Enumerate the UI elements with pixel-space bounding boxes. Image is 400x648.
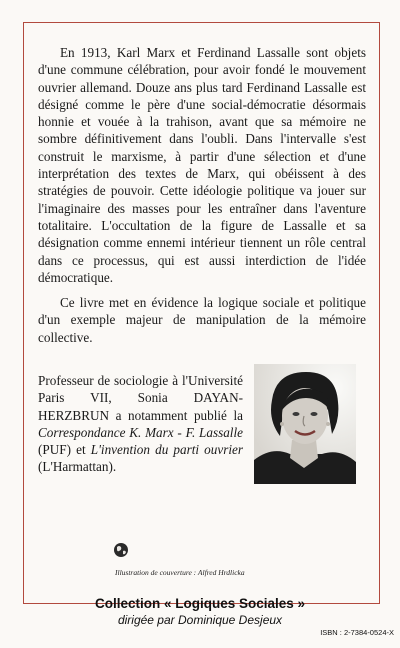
bio-book-title: L'invention du parti ouvrier bbox=[90, 442, 244, 458]
blurb-paragraph: Ce livre met en évidence la logique sociale et politique d'un exemple majeur de manipulation de la mémoire collective. bbox=[38, 295, 366, 345]
bio-text: (L'Harmattan). bbox=[38, 459, 117, 475]
blurb-paragraph: En 1913, Karl Marx et Ferdinand Lassalle sont objets d'une commune célébration, pour avoir fondé le mouvement ouvrier allemand. Douze ans plus tard Ferdinand Lassalle est désigné comme le père d'une social-démocratie désormais honnie et vouée à la trahison, avant que sa mémoire ne sombre définitivement dans l'oubli. Dans l'intervalle s'est construit le marxisme, à partir d'une sélection et d'une interprétation des textes de Marx, qui obéissent à des stratégies de pouvoir. Cette idéologie politique va jouer sur l'imaginaire des masses pour les entraîner dans l'aventure totalitaire. L'occultation de la figure de Lassalle et sa désignation comme ennemi intérieur tiennent un rôle central dans ce processus, qui est aussi interdiction de l'idée démocratique. bbox=[38, 45, 366, 285]
collection-director: dirigée par Dominique Desjeux bbox=[117, 613, 283, 627]
author-bio bbox=[38, 372, 243, 476]
back-cover-blurb bbox=[38, 44, 366, 346]
author-photo bbox=[254, 364, 356, 484]
globe-icon bbox=[113, 542, 129, 558]
collection-title: Collection « Logiques Sociales » bbox=[94, 596, 306, 611]
bio-intro: Professeur de sociologie à l'Université Paris VII, Sonia DAYAN-HERZBRUN a notamment publié la bbox=[38, 373, 243, 423]
bio-text: (PUF) et bbox=[38, 442, 91, 458]
author-portrait-image bbox=[254, 364, 356, 484]
bio-book-title: Correspondance K. Marx - F. Lassalle bbox=[38, 424, 243, 440]
cover-illustration-credit: Illustration de couverture : Alfred Hrdlicka bbox=[115, 568, 245, 577]
isbn: ISBN : 2-7384-0524-X bbox=[320, 628, 394, 637]
author-bio-text bbox=[38, 372, 243, 476]
